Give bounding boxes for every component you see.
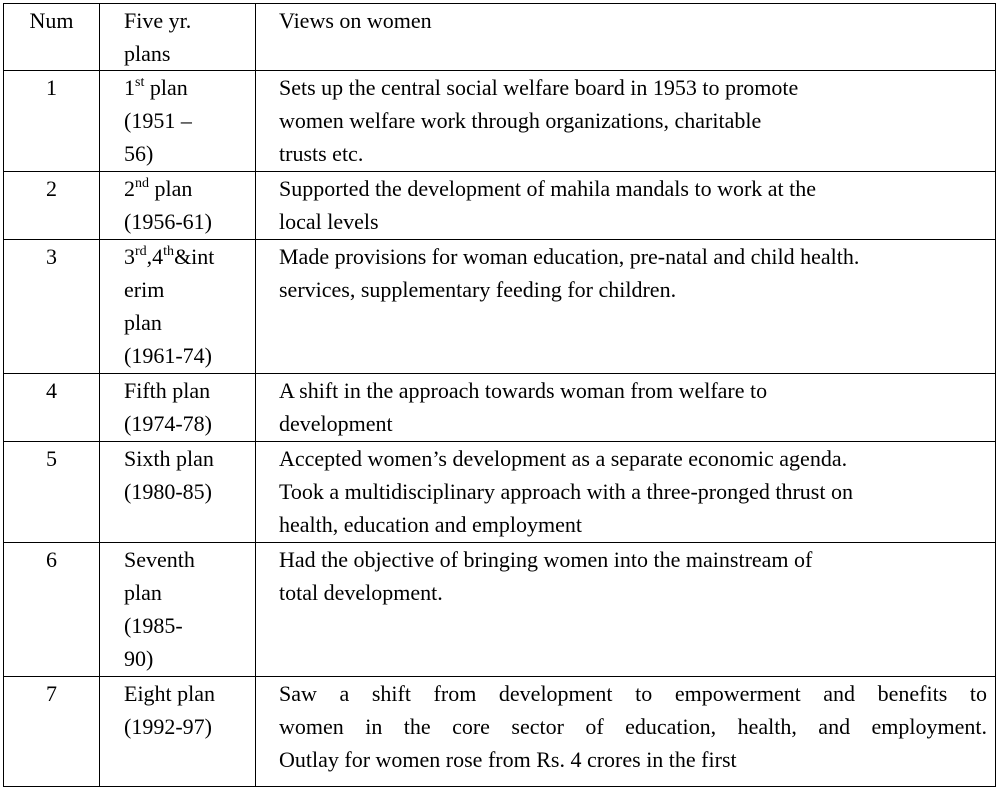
table-row (4, 543, 996, 677)
plan-line: (1951 – (124, 108, 192, 133)
plan-line (124, 240, 251, 273)
views-line: local levels (279, 209, 379, 234)
row-num: 2 (4, 172, 100, 240)
views-line: health, education and employment (279, 512, 583, 537)
plan-superscript: th (163, 244, 175, 259)
views-line: Saw a shift from development to empowerment and benefits to (279, 681, 987, 706)
plan-text: &int (174, 244, 215, 269)
plan-text: 3 (124, 244, 135, 269)
row-plan (100, 677, 256, 787)
plan-line: (1992-97) (124, 714, 212, 739)
views-line: Sets up the central social welfare board in 1953 to promote (279, 75, 799, 100)
views-line: women welfare work through organizations, charitable (279, 108, 762, 133)
plan-line: (1974-78) (124, 411, 212, 436)
women-plans-table (3, 3, 996, 787)
row-views (256, 71, 996, 172)
plan-line: Seventh (124, 547, 195, 572)
views-line: women in the core sector of education, health, and employment. (279, 714, 987, 739)
plan-text: 1 (124, 75, 135, 100)
plan-superscript: nd (135, 176, 149, 191)
row-views (256, 543, 996, 677)
views-line: trusts etc. (279, 141, 364, 166)
plan-line: (1956-61) (124, 209, 212, 234)
row-num: 4 (4, 374, 100, 442)
views-line: total development. (279, 580, 443, 605)
plan-line: plan (124, 310, 162, 335)
views-line: development (279, 411, 393, 436)
plan-line: 90) (124, 646, 154, 671)
row-num: 5 (4, 442, 100, 543)
plan-line: (1980-85) (124, 479, 212, 504)
row-views (256, 172, 996, 240)
row-plan (100, 240, 256, 374)
views-line: services, supplementary feeding for children. (279, 277, 677, 302)
views-line: Made provisions for woman education, pre-natal and child health. (279, 244, 860, 269)
views-line: A shift in the approach towards woman from welfare to (279, 378, 768, 403)
plan-line (124, 172, 251, 205)
views-line: Supported the development of mahila mandals to work at the (279, 176, 817, 201)
plan-text: 2 (124, 176, 135, 201)
header-views (256, 4, 996, 71)
header-row (4, 4, 996, 71)
views-line: Accepted women’s development as a separate economic agenda. (279, 446, 848, 471)
table-row (4, 374, 996, 442)
header-plan-line: plans (124, 41, 171, 66)
header-num: Num (4, 4, 100, 71)
table-row (4, 677, 996, 787)
row-views (256, 374, 996, 442)
plan-line: Fifth plan (124, 378, 211, 403)
plan-text: plan (144, 75, 188, 100)
row-num: 6 (4, 543, 100, 677)
plan-line: (1985- (124, 613, 183, 638)
table-row (4, 71, 996, 172)
row-views (256, 677, 996, 787)
row-num: 7 (4, 677, 100, 787)
row-plan (100, 442, 256, 543)
header-plan-line: Five yr. (124, 8, 192, 33)
plan-line: Sixth plan (124, 446, 214, 471)
row-views (256, 240, 996, 374)
table-row (4, 442, 996, 543)
row-plan (100, 71, 256, 172)
plan-text: plan (149, 176, 193, 201)
plan-line: erim (124, 277, 165, 302)
row-plan (100, 543, 256, 677)
row-plan (100, 172, 256, 240)
plan-superscript: st (135, 75, 145, 90)
header-plan (100, 4, 256, 71)
table-row (4, 240, 996, 374)
plan-line: Eight plan (124, 681, 216, 706)
plan-line: 56) (124, 141, 154, 166)
row-plan (100, 374, 256, 442)
plan-line: plan (124, 580, 162, 605)
row-views (256, 442, 996, 543)
views-line: Took a multidisciplinary approach with a three-pronged thrust on (279, 479, 853, 504)
row-num: 1 (4, 71, 100, 172)
plan-line (124, 71, 251, 104)
plan-superscript: rd (135, 244, 147, 259)
table-row (4, 172, 996, 240)
header-views-line: Views on women (279, 8, 432, 33)
plan-line: (1961-74) (124, 343, 212, 368)
views-line: Outlay for women rose from Rs. 4 crores in the first (279, 747, 737, 772)
row-num: 3 (4, 240, 100, 374)
views-line: Had the objective of bringing women into the mainstream of (279, 547, 813, 572)
plan-text: ,4 (146, 244, 164, 269)
